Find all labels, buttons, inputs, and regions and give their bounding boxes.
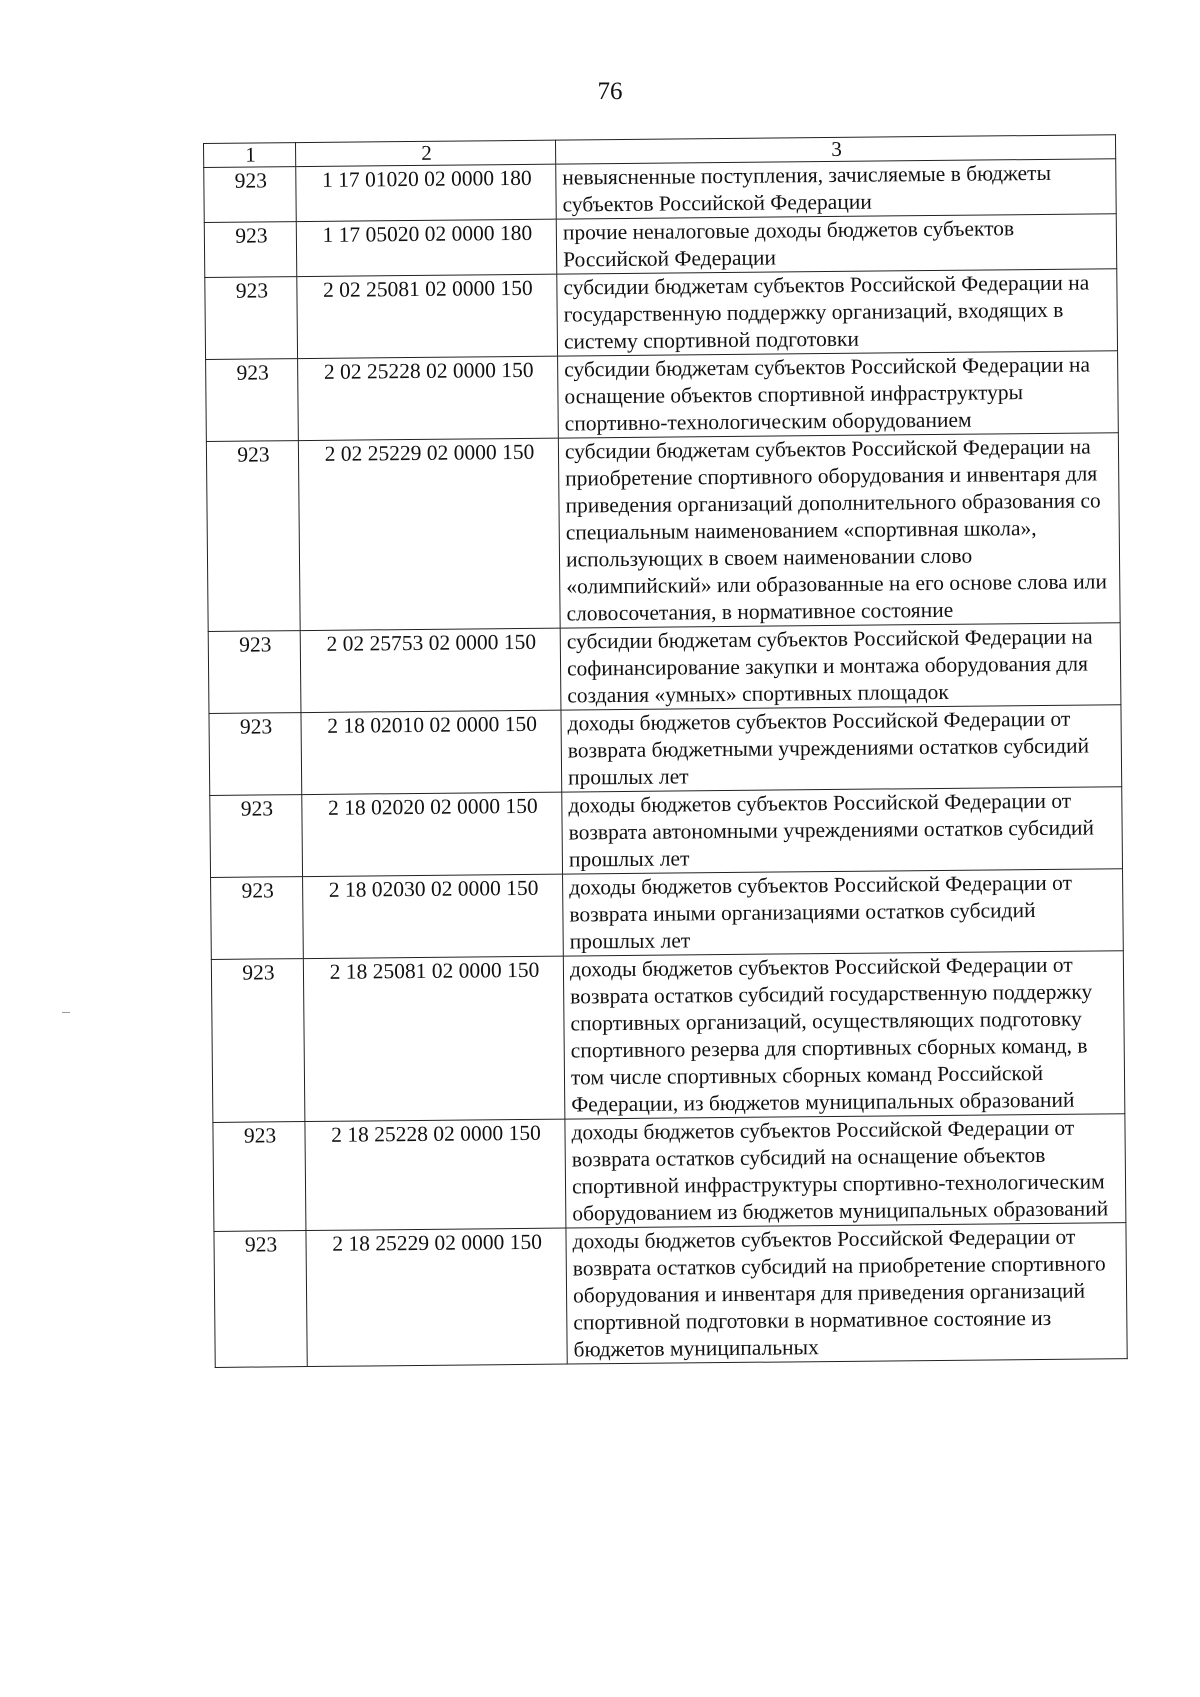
budget-code-cell: 2 18 02010 02 0000 150 bbox=[301, 710, 562, 794]
budget-code-cell: 2 02 25081 02 0000 150 bbox=[297, 274, 558, 358]
description-cell: невыясненные поступления, зачисляемые в бюджеты субъектов Российской Федерации bbox=[556, 159, 1117, 219]
description-cell: прочие неналоговые доходы бюджетов субъектов Российской Федерации bbox=[556, 214, 1117, 274]
table-body bbox=[204, 159, 1127, 1368]
budget-code-cell: 1 17 01020 02 0000 180 bbox=[296, 164, 557, 221]
table-row bbox=[204, 159, 1116, 223]
description-cell: субсидии бюджетам субъектов Российской Федерации на оснащение объектов спортивной инфраструктуры спортивно-технологическим оборудованием bbox=[558, 351, 1119, 438]
budget-code-cell: 2 18 02020 02 0000 150 bbox=[302, 792, 563, 876]
table-row bbox=[211, 869, 1124, 960]
table-row bbox=[206, 351, 1119, 442]
budget-code-cell: 2 02 25229 02 0000 150 bbox=[298, 438, 560, 630]
admin-code-cell: 923 bbox=[204, 222, 297, 278]
admin-code-cell: 923 bbox=[205, 277, 298, 360]
description-cell: субсидии бюджетам субъектов Российской Федерации на государственную поддержку организаций, входящих в систему спортивной подготовки bbox=[557, 269, 1118, 356]
budget-code-cell: 2 18 25229 02 0000 150 bbox=[306, 1228, 567, 1366]
table-row bbox=[208, 623, 1121, 714]
admin-code-cell: 923 bbox=[204, 167, 297, 223]
description-cell: доходы бюджетов субъектов Российской Федерации от возврата остатков субсидий на приобретение спортивного оборудования и инвентаря для приведения организаций спортивной подготовки в нормативное состояние из бюджетов муниципальных bbox=[566, 1223, 1127, 1364]
table-row bbox=[211, 951, 1125, 1123]
admin-code-cell: 923 bbox=[208, 631, 301, 714]
description-cell: доходы бюджетов субъектов Российской Федерации от возврата остатков субсидий государственную поддержку спортивных организаций, осуществляющих подготовку спортивного резерва для спортивных сборных команд, в том числе спортивных сборных команд Российской Федерации, из бюджетов муниципальных образований bbox=[563, 951, 1125, 1119]
budget-code-cell: 2 18 02030 02 0000 150 bbox=[303, 874, 564, 958]
admin-code-cell: 923 bbox=[211, 959, 305, 1123]
table-row bbox=[204, 214, 1116, 278]
admin-code-cell: 923 bbox=[206, 359, 299, 442]
table-row bbox=[214, 1223, 1127, 1368]
admin-code-cell: 923 bbox=[206, 441, 300, 632]
description-cell: субсидии бюджетам субъектов Российской Федерации на приобретение спортивного оборудования и инвентаря для приведения организаций дополнительного образования со специальным наименованием «спортивная школа», использующих в своем наименовании слово «олимпийский» или образованные на его основе слова или словосочетания, в нормативное состояние bbox=[558, 433, 1120, 628]
budget-code-cell: 2 18 25228 02 0000 150 bbox=[305, 1119, 566, 1230]
description-cell: доходы бюджетов субъектов Российской Федерации от возврата иными организациями остатков субсидий прошлых лет bbox=[563, 869, 1124, 956]
admin-code-cell: 923 bbox=[213, 1122, 306, 1232]
budget-code-cell: 2 02 25228 02 0000 150 bbox=[298, 356, 559, 440]
admin-code-cell: 923 bbox=[209, 713, 302, 796]
header-col-3: 3 bbox=[555, 135, 1115, 164]
budget-revenue-table bbox=[203, 134, 1128, 1368]
table-row bbox=[206, 433, 1120, 632]
header-col-2: 2 bbox=[296, 140, 556, 166]
description-cell: доходы бюджетов субъектов Российской Федерации от возврата бюджетными учреждениями остатков субсидий прошлых лет bbox=[561, 705, 1122, 792]
admin-code-cell: 923 bbox=[211, 877, 304, 960]
scan-artifact-mark bbox=[62, 1012, 70, 1013]
table-row bbox=[205, 269, 1118, 360]
header-col-1: 1 bbox=[204, 143, 296, 168]
table-row bbox=[209, 705, 1122, 796]
table-row bbox=[210, 787, 1123, 878]
page-number: 76 bbox=[597, 78, 623, 105]
budget-code-cell: 1 17 05020 02 0000 180 bbox=[296, 219, 557, 276]
admin-code-cell: 923 bbox=[210, 795, 303, 878]
admin-code-cell: 923 bbox=[214, 1231, 307, 1368]
description-cell: доходы бюджетов субъектов Российской Федерации от возврата автономными учреждениями остатков субсидий прошлых лет bbox=[562, 787, 1123, 874]
budget-code-cell: 2 18 25081 02 0000 150 bbox=[303, 956, 565, 1121]
description-cell: доходы бюджетов субъектов Российской Федерации от возврата остатков субсидий на оснащение объектов спортивной инфраструктуры спортивно-технологическим оборудованием из бюджетов муниципальных образований bbox=[565, 1114, 1126, 1228]
budget-code-cell: 2 02 25753 02 0000 150 bbox=[300, 628, 561, 712]
table-row bbox=[213, 1114, 1126, 1232]
description-cell: субсидии бюджетам субъектов Российской Федерации на софинансирование закупки и монтажа оборудования для создания «умных» спортивных площадок bbox=[560, 623, 1121, 710]
